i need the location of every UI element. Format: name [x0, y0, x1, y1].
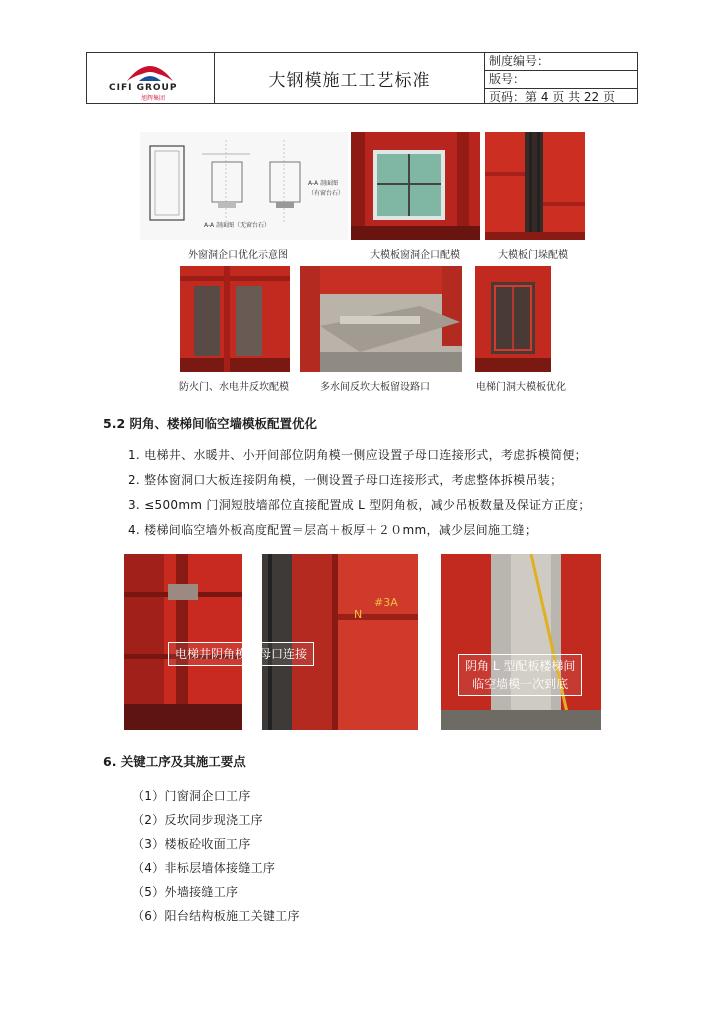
- caption-1: 外窗洞企口优化示意图: [188, 250, 288, 261]
- caption-4: 防火门、水电井反坎配模: [179, 382, 289, 393]
- list-item: 3. ≤500mm 门洞短肢墙部位直接配置成 L 型阴角板，减少吊板数量及保证方正度；: [128, 498, 591, 512]
- document-header: [86, 52, 638, 104]
- list-item: （6）阳台结构板施工关键工序: [132, 909, 300, 923]
- caption-5: 多水间反坎大板留设路口: [320, 382, 430, 393]
- diagram-label-left: A-A 剖面图（无窗台石）: [204, 222, 271, 229]
- list-item: 1. 电梯井、水暖井、小开间部位阴角模一侧应设置子母口连接形式，考虑拆模简便；: [128, 448, 587, 462]
- photo-riser-slab-opening: [300, 266, 462, 372]
- list-item: （2）反坎同步现浇工序: [132, 813, 263, 827]
- logo-text-en: CIFI GROUP: [109, 83, 178, 93]
- photo-door-pier-formwork: [485, 132, 585, 240]
- diagram-window-notch: [140, 132, 348, 240]
- svg-text:#3A: #3A: [374, 596, 398, 609]
- caption-3: 大模板门垛配模: [498, 250, 568, 261]
- logo-text-cn: 旭辉集团: [141, 95, 166, 102]
- overlay-label-stair: [458, 654, 582, 696]
- photo-stair-formwork: [441, 554, 601, 730]
- photo-window-formwork: [351, 132, 480, 240]
- list-item: 4. 楼梯间临空墙外板高度配置＝层高＋板厚＋２０mm，减少层间施工缝；: [128, 523, 538, 537]
- caption-6: 电梯门洞大模板优化: [476, 382, 566, 393]
- document-meta: [485, 53, 637, 103]
- section-5-2-heading: 5.2 阴角、楼梯间临空墙模板配置优化: [103, 416, 317, 431]
- overlay-label-corner: 电梯井阴角模子母口连接: [168, 642, 314, 666]
- page-number: 页码：第 4 页 共 22 页: [489, 90, 615, 104]
- list-item: 2. 整体窗洞口大板连接阴角模，一侧设置子母口连接形式，考虑整体拆模吊装；: [128, 473, 563, 487]
- overlay-label-stair-line1: 阴角 L 型配板楼梯间: [465, 659, 576, 673]
- caption-2: 大模板窗洞企口配模: [370, 250, 460, 261]
- diagram-label-right-1: A-A 剖面图: [308, 180, 339, 187]
- diagram-label-right-2: （有窗台石）: [308, 190, 345, 197]
- document-title: 大钢模施工工艺标准: [215, 53, 485, 103]
- overlay-label-stair-line2: 临空墙模一次到底: [472, 677, 569, 691]
- svg-text:N: N: [354, 608, 363, 621]
- list-item: （1）门窗洞企口工序: [132, 789, 251, 803]
- version-number: 版号：: [485, 71, 637, 89]
- list-item: （4）非标层墙体接缝工序: [132, 861, 276, 875]
- system-number: 制度编号：: [485, 53, 637, 71]
- company-logo: [87, 53, 215, 103]
- photo-elevator-door-formwork: [475, 266, 551, 372]
- photo-firedoor-formwork: [180, 266, 290, 372]
- list-item: （5）外墙接缝工序: [132, 885, 239, 899]
- list-item: （3）楼板砼收面工序: [132, 837, 251, 851]
- section-6-heading: 6. 关键工序及其施工要点: [103, 754, 246, 769]
